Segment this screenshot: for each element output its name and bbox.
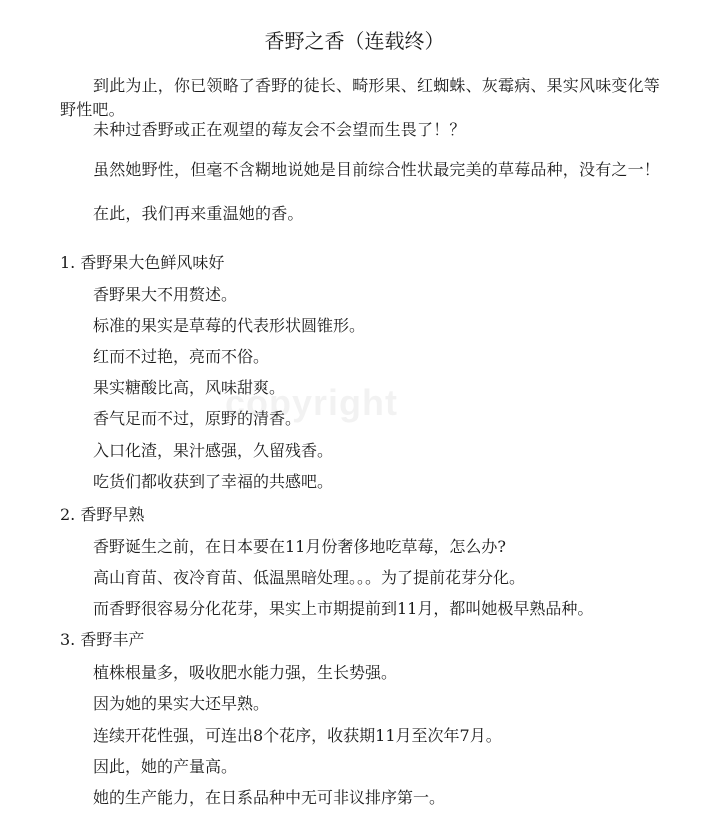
section-heading: 3. 香野丰产 bbox=[60, 630, 145, 649]
list-item: 标准的果实是草莓的代表形状圆锥形。 bbox=[93, 316, 366, 335]
list-item: 入口化渣，果汁感强，久留残香。 bbox=[93, 441, 334, 460]
section-heading: 2. 香野早熟 bbox=[60, 505, 145, 524]
list-item: 她的生产能力，在日系品种中无可非议排序第一。 bbox=[93, 788, 446, 807]
watermark: copyright bbox=[225, 382, 399, 423]
list-item: 连续开花性强，可连出8个花序，收获期11月至次年7月。 bbox=[93, 726, 502, 745]
list-item: 植株根量多，吸收肥水能力强，生长势强。 bbox=[93, 663, 398, 682]
list-item: 吃货们都收获到了幸福的共感吧。 bbox=[93, 472, 334, 491]
list-item: 而香野很容易分化花芽，果实上市期提前到11月，都叫她极早熟品种。 bbox=[93, 599, 594, 618]
intro-paragraph: 在此，我们再来重温她的香。 bbox=[93, 204, 304, 223]
section-heading: 1. 香野果大色鲜风味好 bbox=[60, 253, 225, 272]
article-title: 香野之香（连载终） bbox=[264, 29, 445, 53]
list-item: 因此，她的产量高。 bbox=[93, 757, 238, 776]
list-item: 香野诞生之前，在日本要在11月份奢侈地吃草莓，怎么办? bbox=[93, 537, 506, 556]
intro-paragraph: 虽然她野性，但毫不含糊地说她是目前综合性状最完美的草莓品种，没有之一！ bbox=[93, 160, 661, 179]
list-item: 香气足而不过，原野的清香。 bbox=[93, 409, 302, 428]
list-item: 红而不过艳，亮而不俗。 bbox=[93, 347, 270, 366]
intro-paragraph: 到此为止，你已领略了香野的徒长、畸形果、红蜘蛛、灰霉病、果实风味变化等野性吧。 bbox=[60, 76, 661, 119]
intro-paragraph: 未种过香野或正在观望的莓友会不会望而生畏了！？ bbox=[93, 120, 466, 139]
list-item: 高山育苗、夜冷育苗、低温黑暗处理。。。为了提前花芽分化。 bbox=[93, 568, 526, 587]
list-item: 因为她的果实大还早熟。 bbox=[93, 694, 270, 713]
list-item: 香野果大不用赘述。 bbox=[93, 285, 238, 304]
list-item: 果实糖酸比高，风味甜爽。 bbox=[93, 378, 286, 397]
